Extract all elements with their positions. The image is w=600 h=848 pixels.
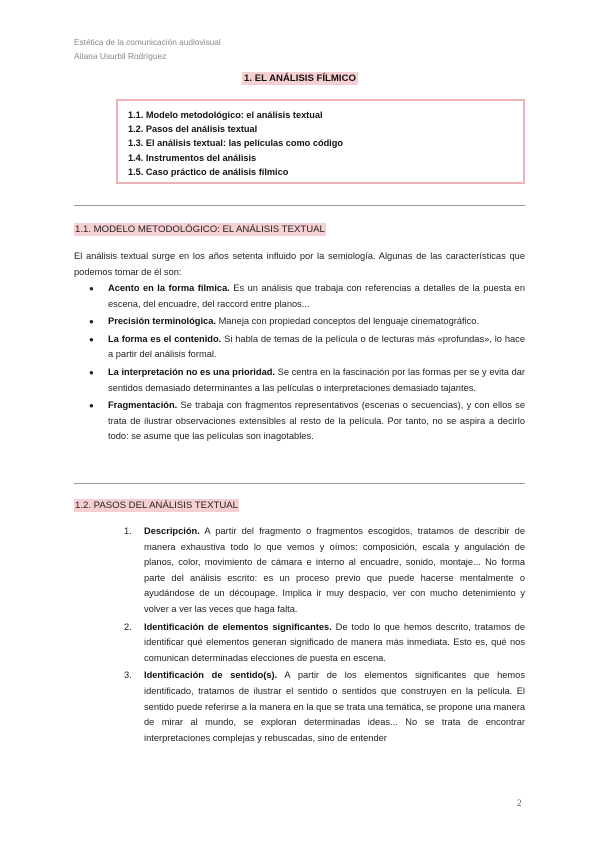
list-item <box>118 620 525 667</box>
section-heading-1-2 <box>74 500 239 511</box>
step-text: A partir de los elementos significantes que hemos identificado, tratamos de ilustrar el sentido o sentidos que construyen en la película. El sentido puede referirse a la manera en la que se trata una temática, se propone una manera de mirar al mundo, se exploran determinadas ideas... No se trata de encontrar interpretaciones complejas y rebuscadas, sino de entender <box>144 670 525 743</box>
section-heading-1-1 <box>74 224 326 235</box>
item-text: Maneja con propiedad conceptos del lenguaje cinematográfico. <box>215 316 480 327</box>
section-heading-text: 1.1. MODELO METODOLÓGICO: EL ANÁLISIS TEXTUAL <box>75 224 325 235</box>
list-item <box>74 314 525 330</box>
steps-list <box>118 524 525 748</box>
step-text: De todo lo que hemos descrito, tratamos de identificar qué elementos generan significado de manera más inmediata. Esto es, qué nos comunican determinadas elecciones de puesta en escena. <box>144 621 526 663</box>
section-divider <box>74 483 525 484</box>
step-term: Descripción. <box>144 526 200 536</box>
list-item <box>74 281 525 312</box>
toc-item[interactable]: 1.4. Instrumentos del análisis <box>128 152 257 163</box>
step-text: A partir del fragmento o fragmentos escogidos, tratamos de describir de manera exhaustiva todo lo que vemos y oímos: composición, escala y angulación de planos, color, movimiento de cámara e interno al encuadre, sonido, montaje... No forma parte del análisis escrito: es un proceso previo que puede hacerse mentalmente o ayudándose de un découpage. Implica ir muy despacio, ver con mucho detenimiento y volver a ver las veces que haga falta. <box>144 526 525 614</box>
intro-paragraph: El análisis textual surge en los años setenta influido por la semiología. Algunas de las características que podemos tomar de él son: <box>74 251 525 277</box>
list-item <box>74 332 525 363</box>
step-term: Identificación de sentido(s). <box>144 670 278 681</box>
step-number: 2. <box>124 621 132 632</box>
section-divider <box>74 205 525 206</box>
chapter-title <box>0 73 600 84</box>
header-course: Estética de la comunicación audiovisual <box>74 37 221 47</box>
list-item <box>118 668 525 746</box>
item-term: Precisión terminológica. <box>108 316 216 327</box>
item-text: Es un análisis que trabaja con referencias a detalles de la puesta en escena, del encuadre, del raccord entre planos... <box>108 283 525 309</box>
item-term: La interpretación no es una prioridad. <box>108 366 276 377</box>
item-term: Fragmentación. <box>108 400 178 411</box>
header-author: Aitana Usurbil Rodríguez <box>74 51 167 61</box>
step-number: 3. <box>124 670 132 681</box>
bullet-icon: ● <box>89 401 94 411</box>
bullet-icon: ● <box>89 334 94 344</box>
page-number: 2 <box>517 798 522 808</box>
step-term: Identificación de elementos significantes. <box>144 621 332 632</box>
section-heading-text: 1.2. PASOS DEL ANÁLISIS TEXTUAL <box>75 500 238 511</box>
toc-item[interactable]: 1.3. El análisis textual: las películas como código <box>128 138 343 149</box>
characteristics-list <box>74 281 525 447</box>
item-text: Se trabaja con fragmentos representativos (escenas o secuencias), y con ellos se trata de ilustrar observaciones extensibles al resto de la película. Por tanto, no se aspira a decirlo todo: se asume que las películas son inagotables. <box>108 400 525 442</box>
list-item <box>74 365 525 396</box>
list-item <box>74 398 525 445</box>
list-item <box>118 524 525 618</box>
toc-item[interactable]: 1.2. Pasos del análisis textual <box>128 124 258 135</box>
item-term: Acento en la forma fílmica. <box>108 283 230 293</box>
table-of-contents <box>116 99 525 184</box>
bullet-icon: ● <box>89 367 94 377</box>
item-term: La forma es el contenido. <box>108 333 222 344</box>
item-text: Si habla de temas de la película o de lecturas más «profundas», lo hace a partir del análisis formal. <box>108 333 525 360</box>
bullet-icon: ● <box>89 317 94 327</box>
step-number: 1. <box>124 526 132 536</box>
bullet-icon: ● <box>89 284 94 293</box>
chapter-title-text: 1. EL ANÁLISIS FÍLMICO <box>244 73 356 84</box>
toc-item[interactable]: 1.1. Modelo metodológico: el análisis textual <box>128 110 323 120</box>
toc-item[interactable]: 1.5. Caso práctico de análisis fílmico <box>128 166 289 177</box>
item-text: Se centra en la fascinación por las formas per se y evita dar sentidos demasiado determinantes a las películas o interpretaciones demasiado tajantes. <box>108 366 526 393</box>
